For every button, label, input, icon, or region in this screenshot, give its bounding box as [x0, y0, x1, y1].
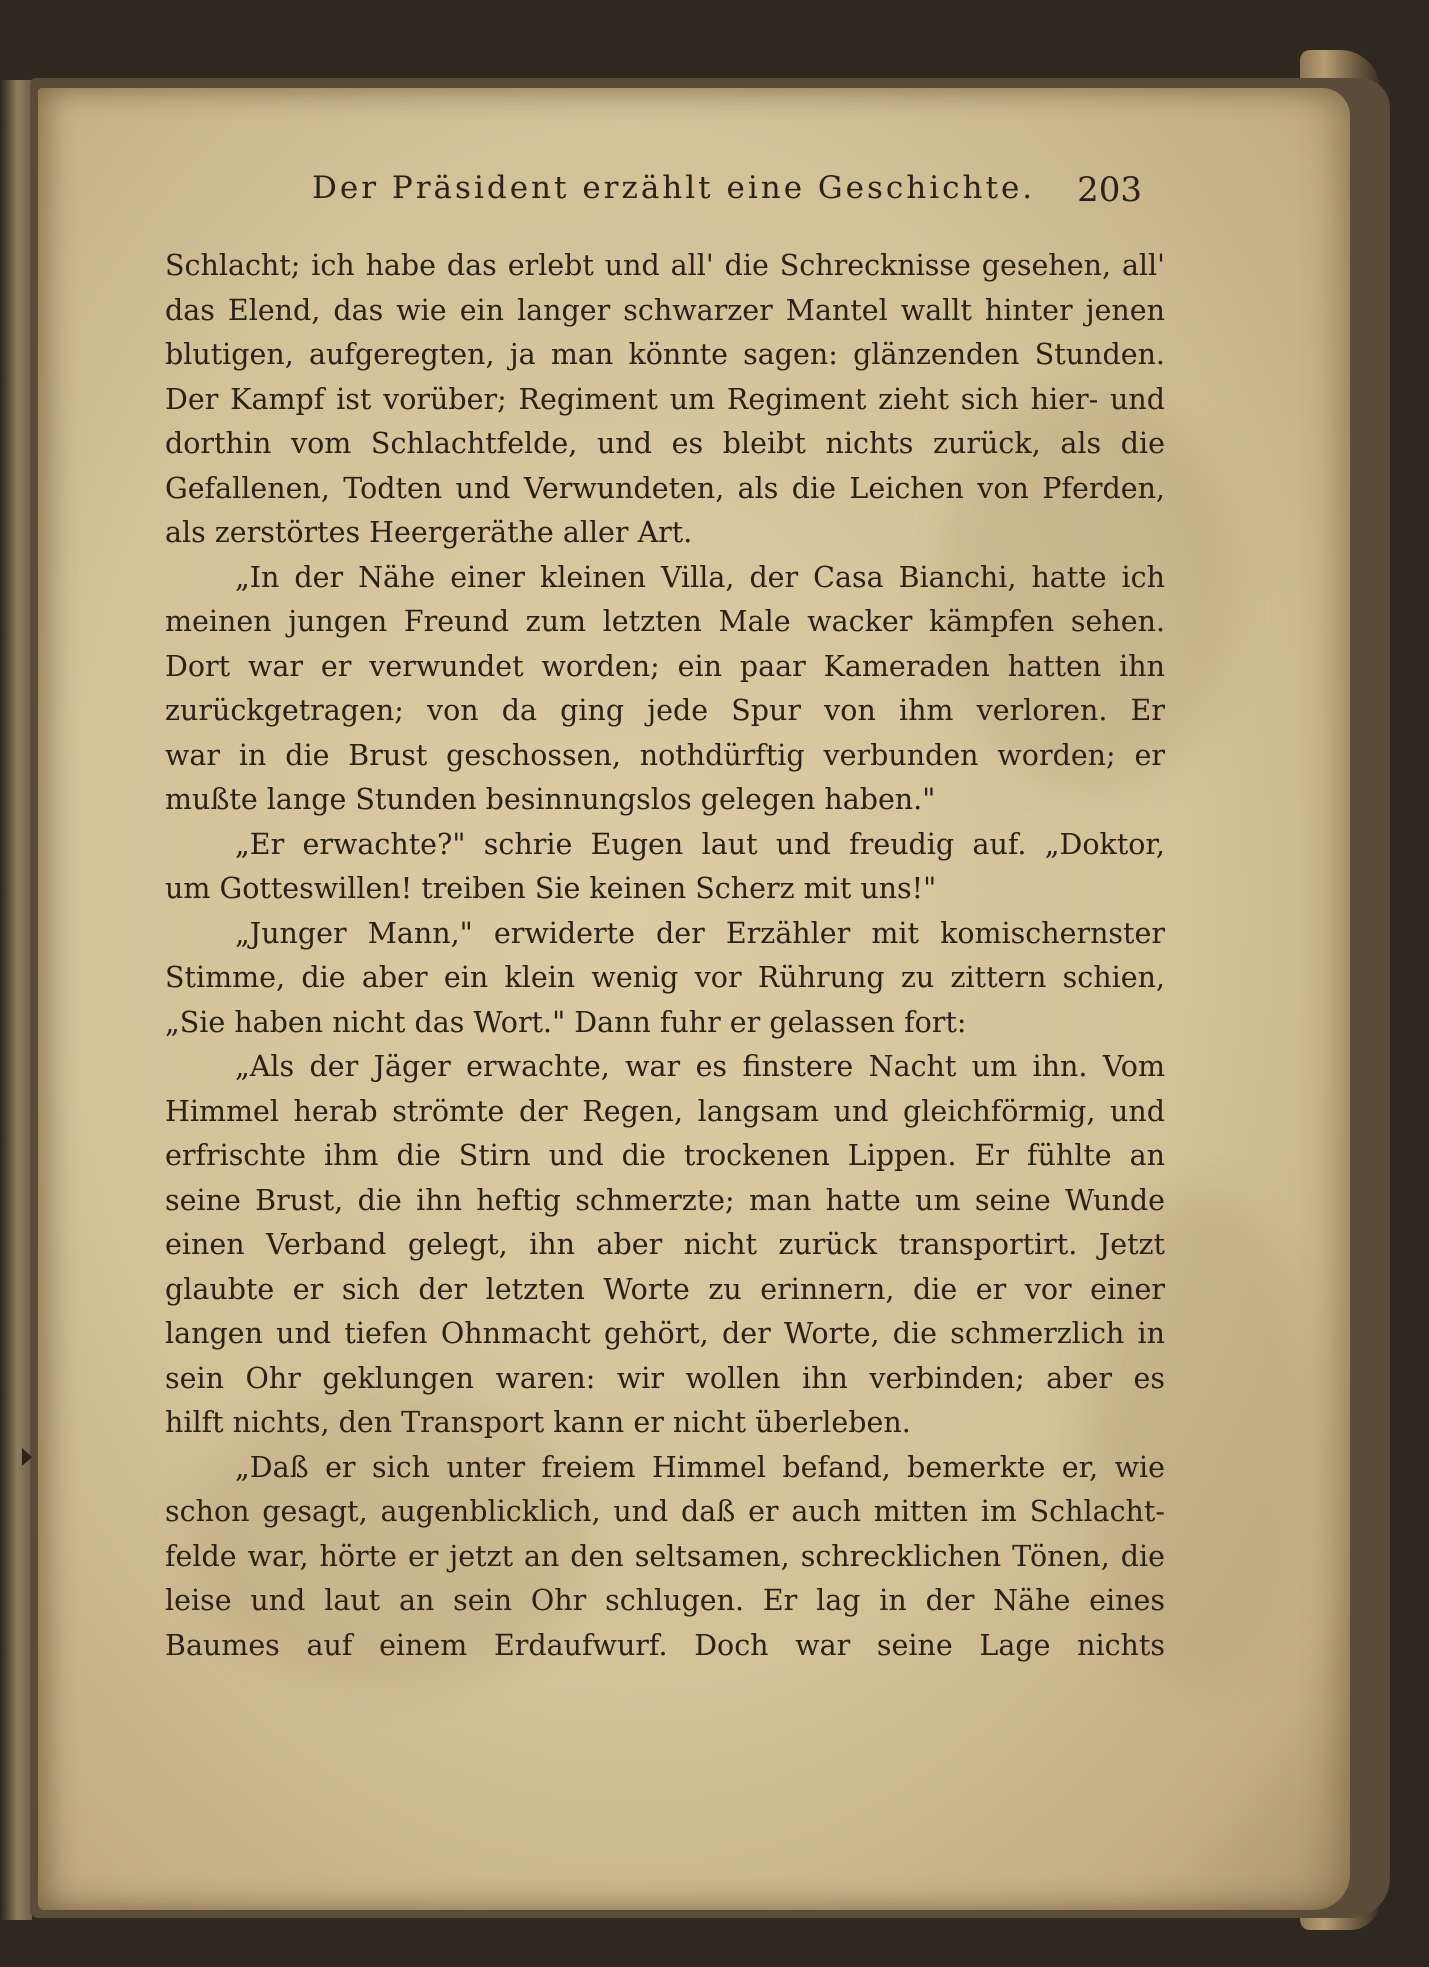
running-head: Der Präsident erzählt eine Geschichte.	[312, 170, 1036, 206]
body-text	[165, 244, 1165, 1668]
book-spine	[0, 80, 32, 1920]
text-line: Baumes auf einem Erdaufwurf. Doch war seine Lage nichts	[165, 1628, 1165, 1662]
text-line: „Daß er sich unter freiem Himmel befand, bemerkte er, wie	[235, 1450, 1165, 1484]
text-line: einen Verband gelegt, ihn aber nicht zurück transportirt. Jetzt	[165, 1228, 1165, 1261]
text-line: erfrischte ihm die Stirn und die trockenen Lippen. Er fühlte an	[165, 1139, 1165, 1172]
text-line: „Sie haben nicht das Wort." Dann fuhr er gelassen fort:	[165, 1005, 967, 1039]
text-line: das Elend, das wie ein langer schwarzer Mantel wallt hinter jenen	[165, 293, 1165, 327]
text-line: Gefallenen, Todten und Verwundeten, als die Leichen von Pferden,	[165, 471, 1165, 505]
text-line: Schlacht; ich habe das erlebt und all' die Schrecknisse gesehen, all'	[165, 249, 1165, 282]
text-line: Stimme, die aber ein klein wenig vor Rührung zu zittern schien,	[165, 961, 1165, 994]
text-line: seine Brust, die ihn heftig schmerzte; man hatte um seine Wunde	[165, 1183, 1165, 1217]
page-number: 203	[1077, 170, 1142, 210]
text-line: dorthin vom Schlachtfelde, und es bleibt nichts zurück, als die	[165, 427, 1165, 460]
text-line: langen und tiefen Ohnmacht gehört, der Worte, die schmerzlich in	[165, 1317, 1165, 1350]
page-header	[312, 170, 1142, 220]
text-line: Himmel herab strömte der Regen, langsam und gleichförmig, und	[165, 1094, 1165, 1128]
text-line: felde war, hörte er jetzt an den seltsamen, schrecklichen Tönen, die	[165, 1539, 1165, 1573]
text-line: „Er erwachte?" schrie Eugen laut und freudig auf. „Doktor,	[235, 827, 1165, 861]
text-line: glaubte er sich der letzten Worte zu erinnern, die er vor einer	[165, 1272, 1165, 1306]
text-line: mußte lange Stunden besinnungslos gelegen haben."	[165, 783, 936, 816]
text-line: „Als der Jäger erwachte, war es finstere Nacht um ihn. Vom	[235, 1050, 1165, 1083]
text-line: zurückgetragen; von da ging jede Spur von ihm verloren. Er	[165, 694, 1165, 727]
text-line: Der Kampf ist vorüber; Regiment um Regiment zieht sich hier- und	[165, 382, 1165, 416]
text-line: als zerstörtes Heergeräthe aller Art.	[165, 516, 693, 549]
text-line: schon gesagt, augenblicklich, und daß er auch mitten im Schlacht-	[165, 1495, 1165, 1528]
text-line: „Junger Mann," erwiderte der Erzähler mit komischernster	[235, 916, 1165, 950]
text-line: blutigen, aufgeregten, ja man könnte sagen: glänzenden Stunden.	[165, 338, 1165, 371]
text-line: war in die Brust geschossen, nothdürftig verbunden worden; er	[165, 738, 1165, 772]
text-line: meinen jungen Freund zum letzten Male wacker kämpfen sehen.	[165, 605, 1165, 638]
text-line: sein Ohr geklungen waren: wir wollen ihn verbinden; aber es	[165, 1361, 1165, 1395]
text-line: um Gotteswillen! treiben Sie keinen Scherz mit uns!"	[165, 872, 937, 905]
text-line: „In der Nähe einer kleinen Villa, der Casa Bianchi, hatte ich	[235, 560, 1165, 594]
text-line: Dort war er verwundet worden; ein paar Kameraden hatten ihn	[165, 649, 1165, 683]
text-line: hilft nichts, den Transport kann er nicht überleben.	[165, 1406, 911, 1439]
text-line: leise und laut an sein Ohr schlugen. Er lag in der Nähe eines	[165, 1584, 1165, 1617]
